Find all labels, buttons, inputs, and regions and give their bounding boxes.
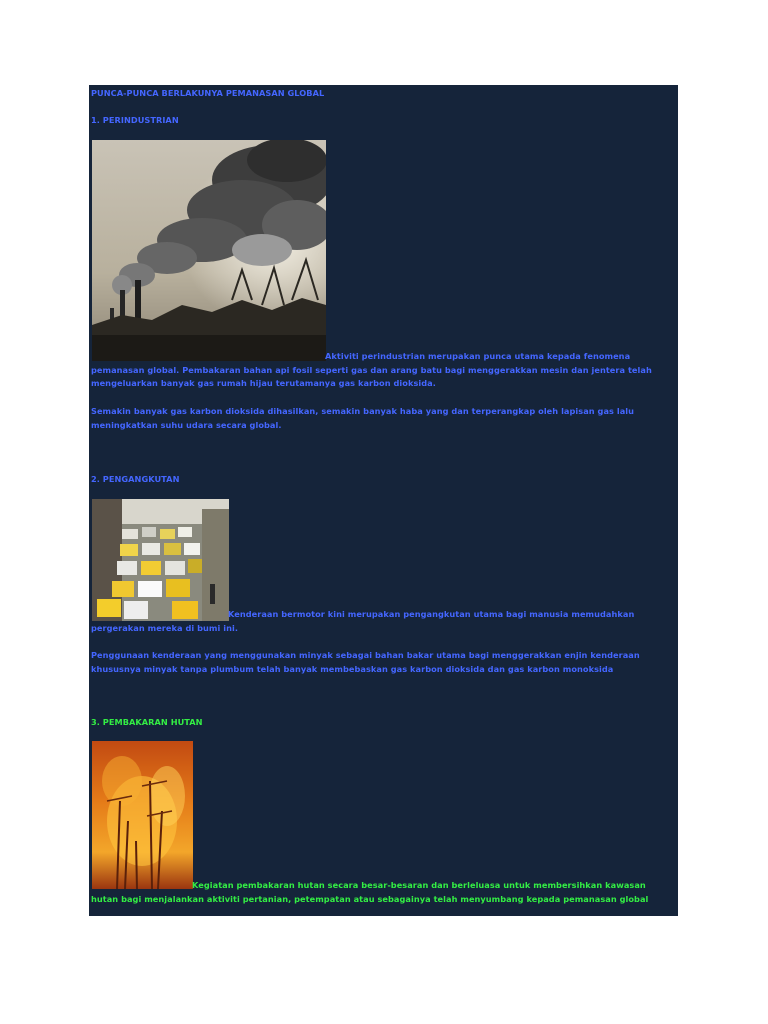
section-heading-pengangkutan: 2. PENGANGKUTAN	[91, 474, 180, 484]
page-title: PUNCA-PUNCA BERLAKUNYA PEMANASAN GLOBAL	[91, 88, 325, 98]
perindustrian-paragraph-2: Semakin banyak gas karbon dioksida dihasilkan, semakin banyak haba yang dan terperangkap oleh lapisan gas lalu meningkatkan suhu udara secara global.	[91, 406, 635, 430]
traffic-jam-icon	[92, 499, 229, 621]
pengangkutan-paragraph-1: Kenderaan bermotor kini merupakan pengangkutan utama bagi manusia memudahkan pergerakan mereka di bumi ini.	[91, 609, 635, 633]
section-heading-perindustrian: 1. PERINDUSTRIAN	[91, 115, 179, 125]
pembakaran-hutan-paragraph-1: Kegiatan pembakaran hutan secara besar-besaran dan berleluasa untuk membersihkan kawasan hutan bagi menjalankan aktiviti pertanian, petempatan atau sebagainya telah menyumbang kepada pemanasan global	[91, 880, 649, 904]
perindustrian-paragraph-1: Aktiviti perindustrian merupakan punca utama kepada fenomena pemanasan global. Pembakaran bahan api fosil seperti gas dan arang batu bagi menggerakkan mesin dan jentera telah mengeluarkan banyak gas rumah hijau terutamanya gas karbon dioksida.	[91, 351, 652, 388]
document-panel	[89, 85, 678, 916]
traffic-jam-image	[92, 499, 229, 621]
factory-smoke-image	[92, 140, 326, 361]
pengangkutan-paragraph-2: Penggunaan kenderaan yang menggunakan minyak sebagai bahan bakar utama bagi menggerakkan enjin kenderaan khususnya minyak tanpa plumbum telah banyak membebaskan gas karbon dioksida dan gas karbon monoksida	[91, 650, 640, 674]
forest-fire-image	[92, 741, 193, 889]
factory-smoke-icon	[92, 140, 326, 361]
section-heading-pembakaran-hutan: 3. PEMBAKARAN HUTAN	[91, 717, 203, 727]
forest-fire-icon	[92, 741, 193, 889]
